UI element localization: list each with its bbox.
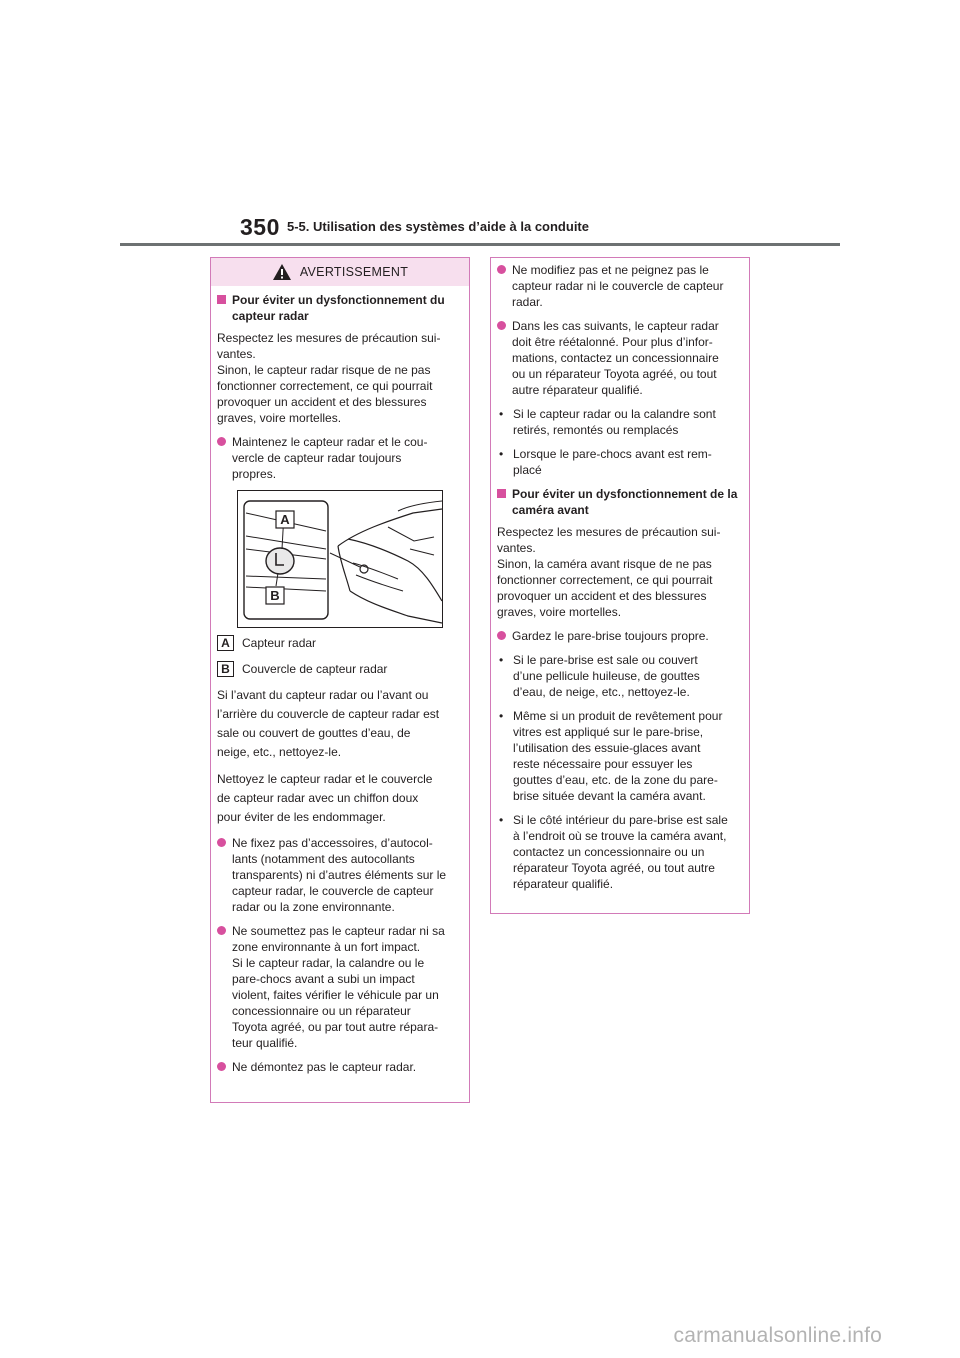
circle-bullet-icon <box>497 321 506 330</box>
warning-title: AVERTISSEMENT <box>299 265 409 279</box>
header-rule <box>120 243 840 246</box>
list-item: Ne démontez pas le capteur radar. <box>217 1059 463 1075</box>
circle-bullet-icon <box>217 437 226 446</box>
legend-item-a: A Capteur radar <box>217 634 463 652</box>
callout-a: A <box>280 512 290 527</box>
watermark: carmanualsonline.info <box>673 1324 882 1347</box>
bullet-point-icon: • <box>499 407 504 421</box>
list-item: Gardez le pare-brise toujours propre. <box>497 628 743 644</box>
sub-list-item: • Si le capteur radar ou la calandre sont retirés, remontés ou remplacés <box>499 407 716 437</box>
square-bullet-icon <box>497 489 506 498</box>
cleaning-text: Si l’avant du capteur radar ou l’avant ou l’arrière du couvercle de capteur radar est sale ou couvert de gouttes d’eau, de neige, etc., nettoyez-le. <box>217 688 440 759</box>
sub-list-item: • Si le pare-brise est sale ou couvert d’une pellicule huileuse, de gouttes d’eau, de neige, etc., nettoyez-le. <box>499 653 700 699</box>
callout-b: B <box>270 588 280 603</box>
page-number: 350 <box>240 214 280 240</box>
sub-list-item: • Même si un produit de revêtement pour vitres est appliqué sur le pare-brise, l’utilisation des essuie-glaces avant reste nécessaire pour essuyer les gouttes d’eau, etc. de la zone du pare- brise située devant la caméra avant. <box>499 709 723 803</box>
square-bullet-icon <box>217 295 226 304</box>
list-item: Dans les cas suivants, le capteur radar doit être réétalonné. Pour plus d’infor- mations, contactez un concessionnaire ou un réparateur Toyota agréé, ou tout autre réparateur qualifié. <box>497 318 743 398</box>
circle-bullet-icon <box>497 265 506 274</box>
legend-badge-a: A <box>217 635 234 651</box>
list-item: Ne modifiez pas et ne peignez pas le capteur radar ni le couvercle de capteur radar. <box>497 262 743 310</box>
intro-text: Respectez les mesures de précaution sui- vantes. Sinon, la caméra avant risque de ne pas fonctionner correctement, ce qui pourrait provoquer un accident et des blessures graves, voire mortelles. <box>497 525 721 619</box>
legend-badge-b: B <box>217 661 234 677</box>
section-heading-camera: Pour éviter un dysfonctionnement de la caméra avant <box>497 486 743 518</box>
section-title: 5-5. Utilisation des systèmes d’aide à la conduite <box>287 219 589 234</box>
list-item: Maintenez le capteur radar et le cou- vercle de capteur radar toujours propres. <box>217 434 463 482</box>
sub-list-item: • Lorsque le pare-chocs avant est rem- placé <box>499 447 712 477</box>
bullet-point-icon: • <box>499 447 504 461</box>
list-item: Ne fixez pas d’accessoires, d’autocol- lants (notamment des autocollants transparents) ni d’autres éléments sur le capteur radar, le couvercle de capteur radar ou la zone environnante. <box>217 835 463 915</box>
warning-box-right <box>490 257 750 914</box>
cleaning-cloth-text: Nettoyez le capteur radar et le couvercle de capteur radar avec un chiffon doux pour éviter de les endommager. <box>217 772 433 824</box>
section-heading-radar: Pour éviter un dysfonctionnement du capteur radar <box>217 292 463 324</box>
circle-bullet-icon <box>217 838 226 847</box>
warning-triangle-icon <box>272 263 292 281</box>
sub-list-item: • Si le côté intérieur du pare-brise est sale à l’endroit où se trouve la caméra avant, contactez un concessionnaire ou un réparateur Toyota agréé, ou tout autre réparateur qualifié. <box>499 813 728 891</box>
circle-bullet-icon <box>217 926 226 935</box>
intro-text: Respectez les mesures de précaution sui- vantes. Sinon, le capteur radar risque de ne pas fonctionner correctement, ce qui pourrait provoquer un accident et des blessures graves, voire mortelles. <box>217 331 441 425</box>
bullet-point-icon: • <box>499 653 504 667</box>
bullet-point-icon: • <box>499 709 504 723</box>
legend-item-b: B Couvercle de capteur radar <box>217 660 463 678</box>
circle-bullet-icon <box>497 631 506 640</box>
car-front-drawing <box>238 491 442 627</box>
warning-box-left <box>210 257 470 1103</box>
list-item: Ne soumettez pas le capteur radar ni sa zone environnante à un fort impact. Si le capteur radar, la calandre ou le pare-chocs avant a subi un impact violent, faites vérifier le véhicule par un concessionnaire ou un réparateur Toyota agréé, ou par tout autre répara- teur qualifié. <box>217 923 463 1051</box>
radar-sensor-illustration <box>237 490 443 628</box>
circle-bullet-icon <box>217 1062 226 1071</box>
bullet-point-icon: • <box>499 813 504 827</box>
warning-header <box>211 258 469 286</box>
